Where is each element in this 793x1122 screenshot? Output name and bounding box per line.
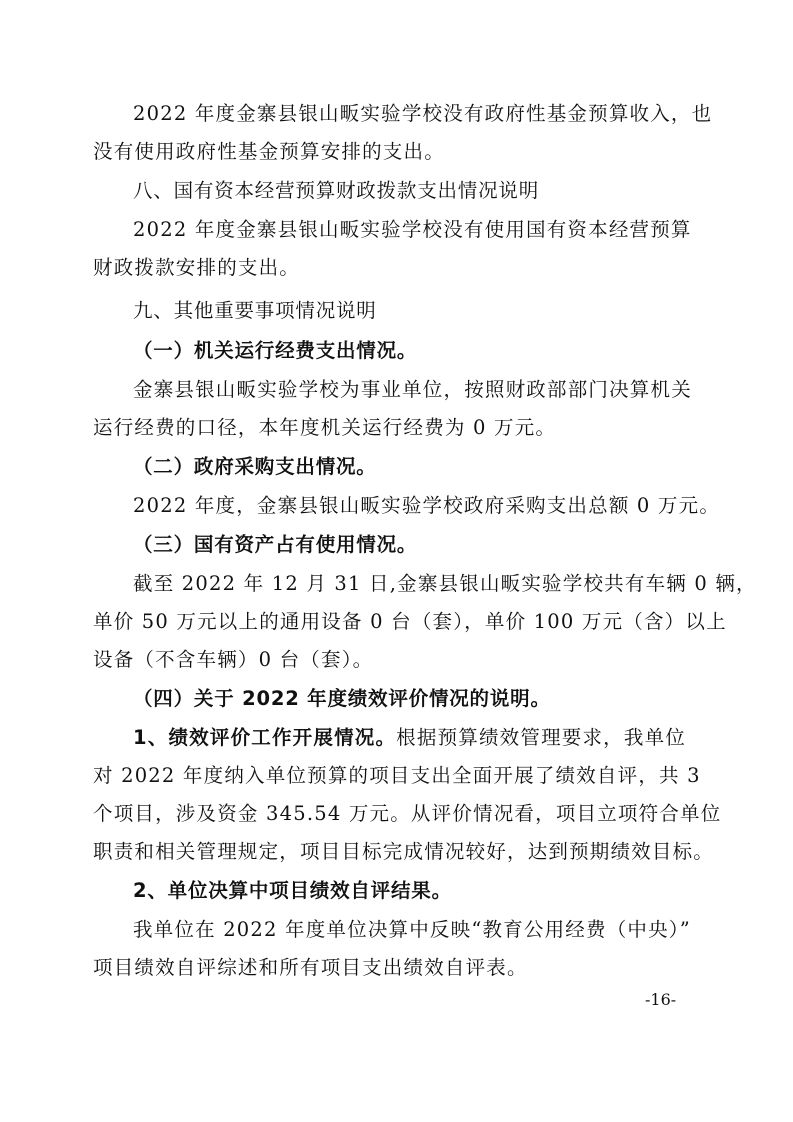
- paragraph-line: 2022 年度金寨县银山畈实验学校没有政府性基金预算收入，也: [133, 102, 713, 125]
- paragraph-line: 职责和相关管理规定，项目目标完成情况较好，达到预期绩效目标。: [93, 840, 715, 863]
- paragraph-line: 项目绩效自评综述和所有项目支出绩效自评表。: [93, 956, 528, 979]
- paragraph-line: 运行经费的口径，本年度机关运行经费为 0 万元。: [93, 416, 557, 439]
- page-number: -16-: [645, 990, 677, 1009]
- paragraph-line: 个项目，涉及资金 345.54 万元。从评价情况看，项目立项符合单位: [93, 802, 722, 825]
- subsection-heading-1: （一）机关运行经费支出情况。: [133, 339, 418, 362]
- section-heading-9: 九、其他重要事项情况说明: [133, 299, 377, 322]
- paragraph-line: 金寨县银山畈实验学校为事业单位，按照财政部部门决算机关: [133, 378, 692, 401]
- paragraph-line: [93, 719, 705, 757]
- document-body: [93, 95, 757, 987]
- subsection-heading-3: （三）国有资产占有使用情况。: [133, 533, 418, 556]
- paragraph-line: 2022 年度金寨县银山畈实验学校没有使用国有资本经营预算: [133, 218, 692, 241]
- paragraph-line: 财政拨款安排的支出。: [93, 256, 301, 279]
- subsection-heading-2: （二）政府采购支出情况。: [133, 455, 377, 478]
- paragraph-line: 我单位在 2022 年度单位决算中反映“教育公用经费（中央）”: [133, 918, 691, 941]
- paragraph-line: 2022 年度，金寨县银山畈实验学校政府采购支出总额 0 万元。: [133, 494, 721, 517]
- paragraph-line: 没有使用政府性基金预算安排的支出。: [93, 140, 445, 163]
- subsection-heading-4: （四）关于 2022 年度绩效评价情况的说明。: [133, 687, 551, 710]
- paragraph-line: 设备（不含车辆）0 台（套）。: [93, 648, 374, 671]
- paragraph-line: 单价 50 万元以上的通用设备 0 台（套），单价 100 万元（含）以上: [93, 610, 727, 633]
- section-heading-8: 八、国有资本经营预算财政拨款支出情况说明: [133, 179, 540, 202]
- inline-heading: 1、绩效评价工作开展情况。: [133, 726, 397, 749]
- paragraph-line: 对 2022 年度纳入单位预算的项目支出全面开展了绩效自评，共 3: [93, 764, 701, 787]
- paragraph-line: 截至 2022 年 12 月 31 日,金寨县银山畈实验学校共有车辆 0 辆，: [133, 572, 757, 595]
- paragraph-text: 根据预算绩效管理要求，我单位: [396, 726, 686, 749]
- subsection-heading-5: 2、单位决算中项目绩效自评结果。: [133, 879, 452, 902]
